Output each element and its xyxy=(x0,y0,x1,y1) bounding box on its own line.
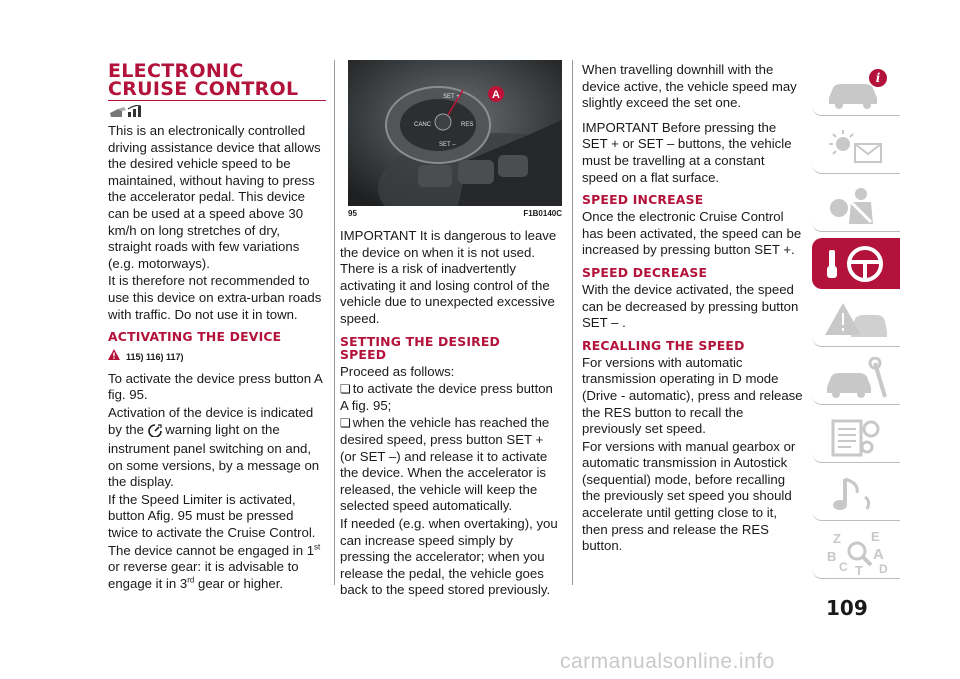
car-wrench-icon xyxy=(821,357,891,401)
activating-p4-a: The device cannot be engaged in 1 xyxy=(108,542,315,558)
index-letter-a: A xyxy=(873,545,884,563)
recalling-paragraph-1: For versions with automatic transmission operating in D mode (Drive - automatic), press and release the RES button to recall the previously set speed. xyxy=(582,354,803,437)
sun-envelope-icon xyxy=(821,126,891,170)
sup-third: rd xyxy=(187,575,195,585)
setting-bullet-1-text: to activate the device press button A fig. 95; xyxy=(340,381,553,413)
important-note-2: IMPORTANT Before pressing the SET + or SET – buttons, the vehicle must be travelling at a constant speed on a flat surface. xyxy=(582,119,792,185)
speed-decrease-text: With the device activated, the speed can be decreased by pressing button SET – . xyxy=(582,281,799,331)
index-letter-z: Z xyxy=(833,530,841,546)
setting-heading-line2: SPEED xyxy=(340,346,387,362)
activating-heading: ACTIVATING THE DEVICE xyxy=(108,329,282,345)
seatbelt-airbag-icon xyxy=(821,184,891,228)
figure-btn-set-plus: SET + xyxy=(443,94,460,100)
column-divider-1 xyxy=(334,60,335,585)
intro-paragraph-1: This is an electronically controlled driving assistance device that allows the desired vehicle speed to be maintained, without having to press the accelerator pedal. This device can be used at a speed above 30 km/h on long stretches of dry, straight roads with few variations (e.g. motorways). xyxy=(108,123,321,271)
svg-text:i: i xyxy=(875,70,881,85)
column-divider-2 xyxy=(572,60,573,585)
activating-p4-c: gear or higher. xyxy=(198,575,284,591)
watermark: carmanualsonline.info xyxy=(560,650,775,673)
activating-paragraph-1: To activate the device press button A fig. 95. xyxy=(108,370,323,403)
activating-paragraph-2a: Activation of the device is indicated by the xyxy=(108,404,314,437)
setting-bullet-2 xyxy=(340,415,562,515)
key-steering-wheel-icon xyxy=(821,242,891,286)
column-3 xyxy=(582,62,804,556)
figure-btn-set-minus: SET – xyxy=(439,142,456,148)
figure-btn-canc: CANC xyxy=(414,122,432,128)
cruise-symbols-icon xyxy=(108,105,326,120)
index-letter-t: T xyxy=(855,562,863,577)
index-letter-c: C xyxy=(839,559,848,574)
tab-servicing-and-care[interactable] xyxy=(812,353,900,405)
sup-first: st xyxy=(314,542,321,552)
figure-code: F1B0140C xyxy=(523,209,562,218)
alphabetical-index-icon xyxy=(821,529,891,577)
activating-paragraph-4 xyxy=(108,543,326,593)
tab-in-an-emergency[interactable] xyxy=(812,295,900,347)
activating-paragraph-2b: warning light on the instrument panel switching on and, on some versions, by a message on the display. xyxy=(108,421,320,490)
activating-p4-b: or reverse gear: it is advisable to engage it in 3 xyxy=(108,559,299,591)
steering-wheel-figure xyxy=(348,60,562,206)
tab-getting-to-know-car[interactable] xyxy=(812,64,900,116)
speed-increase-heading: SPEED INCREASE xyxy=(582,192,704,208)
checkbox-bullet-icon: ❏ xyxy=(340,382,351,397)
warning-triangle-icon xyxy=(108,349,120,366)
figure-caption xyxy=(348,209,562,221)
chapter-tabs xyxy=(812,64,900,585)
figure-callout-a: A xyxy=(492,89,500,101)
warning-reference-numbers: 115) 116) 117) xyxy=(126,352,184,363)
speed-decrease-heading: SPEED DECREASE xyxy=(582,264,708,280)
downhill-paragraph: When travelling downhill with the device active, the vehicle speed may slightly exceed the set one. xyxy=(582,62,797,111)
section-title xyxy=(108,62,326,98)
section-title-line2: CRUISE CONTROL xyxy=(108,78,299,100)
title-underline xyxy=(108,100,326,101)
figure-number: 95 xyxy=(348,209,357,218)
important-note-1: IMPORTANT It is dangerous to leave the device on when it is not used. There is a risk of inadvertently activating it and losing control of the vehicle due to unexpected excessive speed. xyxy=(340,228,557,326)
cruise-warning-light-icon xyxy=(148,424,162,442)
tab-dashboard[interactable] xyxy=(812,122,900,174)
tab-technical-data[interactable] xyxy=(812,411,900,463)
checkbox-bullet-icon: ❏ xyxy=(340,416,351,431)
setting-bullet-1 xyxy=(340,381,562,414)
section-title-line1: ELECTRONIC xyxy=(108,60,244,82)
warning-references xyxy=(108,349,326,366)
tab-starting-and-driving[interactable] xyxy=(812,238,900,289)
setting-intro: Proceed as follows: xyxy=(340,363,455,379)
setting-heading-line1: SETTING THE DESIRED xyxy=(340,333,501,349)
speed-increase-text: Once the electronic Cruise Control has been activated, the speed can be increased by pressing button SET +. xyxy=(582,209,802,258)
setting-bullet-2-text: when the vehicle has reached the desired speed, press button SET + (or SET –) and release it to activate the device. When the accelerator is released, the vehicle will keep the selected speed automatically. xyxy=(340,415,550,514)
tab-safety[interactable] xyxy=(812,180,900,232)
music-note-icon xyxy=(821,473,891,517)
column-1 xyxy=(108,62,326,593)
document-gear-icon xyxy=(821,415,891,459)
activating-paragraph-2 xyxy=(108,405,326,491)
tab-multimedia[interactable] xyxy=(812,469,900,521)
intro-paragraph-2: It is therefore not recommended to use this device on extra-urban roads with traffic. Do not use it in town. xyxy=(108,273,322,322)
index-letter-e: E xyxy=(871,528,880,544)
figure-btn-res: RES xyxy=(461,122,474,128)
setting-after: If needed (e.g. when overtaking), you can increase speed simply by pressing the accelerator; when you release the pedal, the vehicle goes back to the speed stored previously. xyxy=(340,515,558,598)
setting-heading xyxy=(340,335,562,361)
index-letter-b: B xyxy=(827,548,837,564)
index-letter-d: D xyxy=(879,561,888,576)
car-info-icon xyxy=(821,68,891,112)
recalling-paragraph-2: For versions with manual gearbox or automatic transmission in Autostick (sequential) mode, before recalling the previously set speed you should accelerate until getting close to it, then press and release the RES button. xyxy=(582,438,796,554)
page-number: 109 xyxy=(826,596,868,620)
tab-index[interactable] xyxy=(812,527,900,579)
activating-paragraph-3: If the Speed Limiter is activated, button Afig. 95 must be pressed twice to activate the Cruise Control. xyxy=(108,491,316,541)
recalling-heading: RECALLING THE SPEED xyxy=(582,337,745,353)
warning-car-icon xyxy=(821,299,891,343)
column-2 xyxy=(340,228,562,600)
